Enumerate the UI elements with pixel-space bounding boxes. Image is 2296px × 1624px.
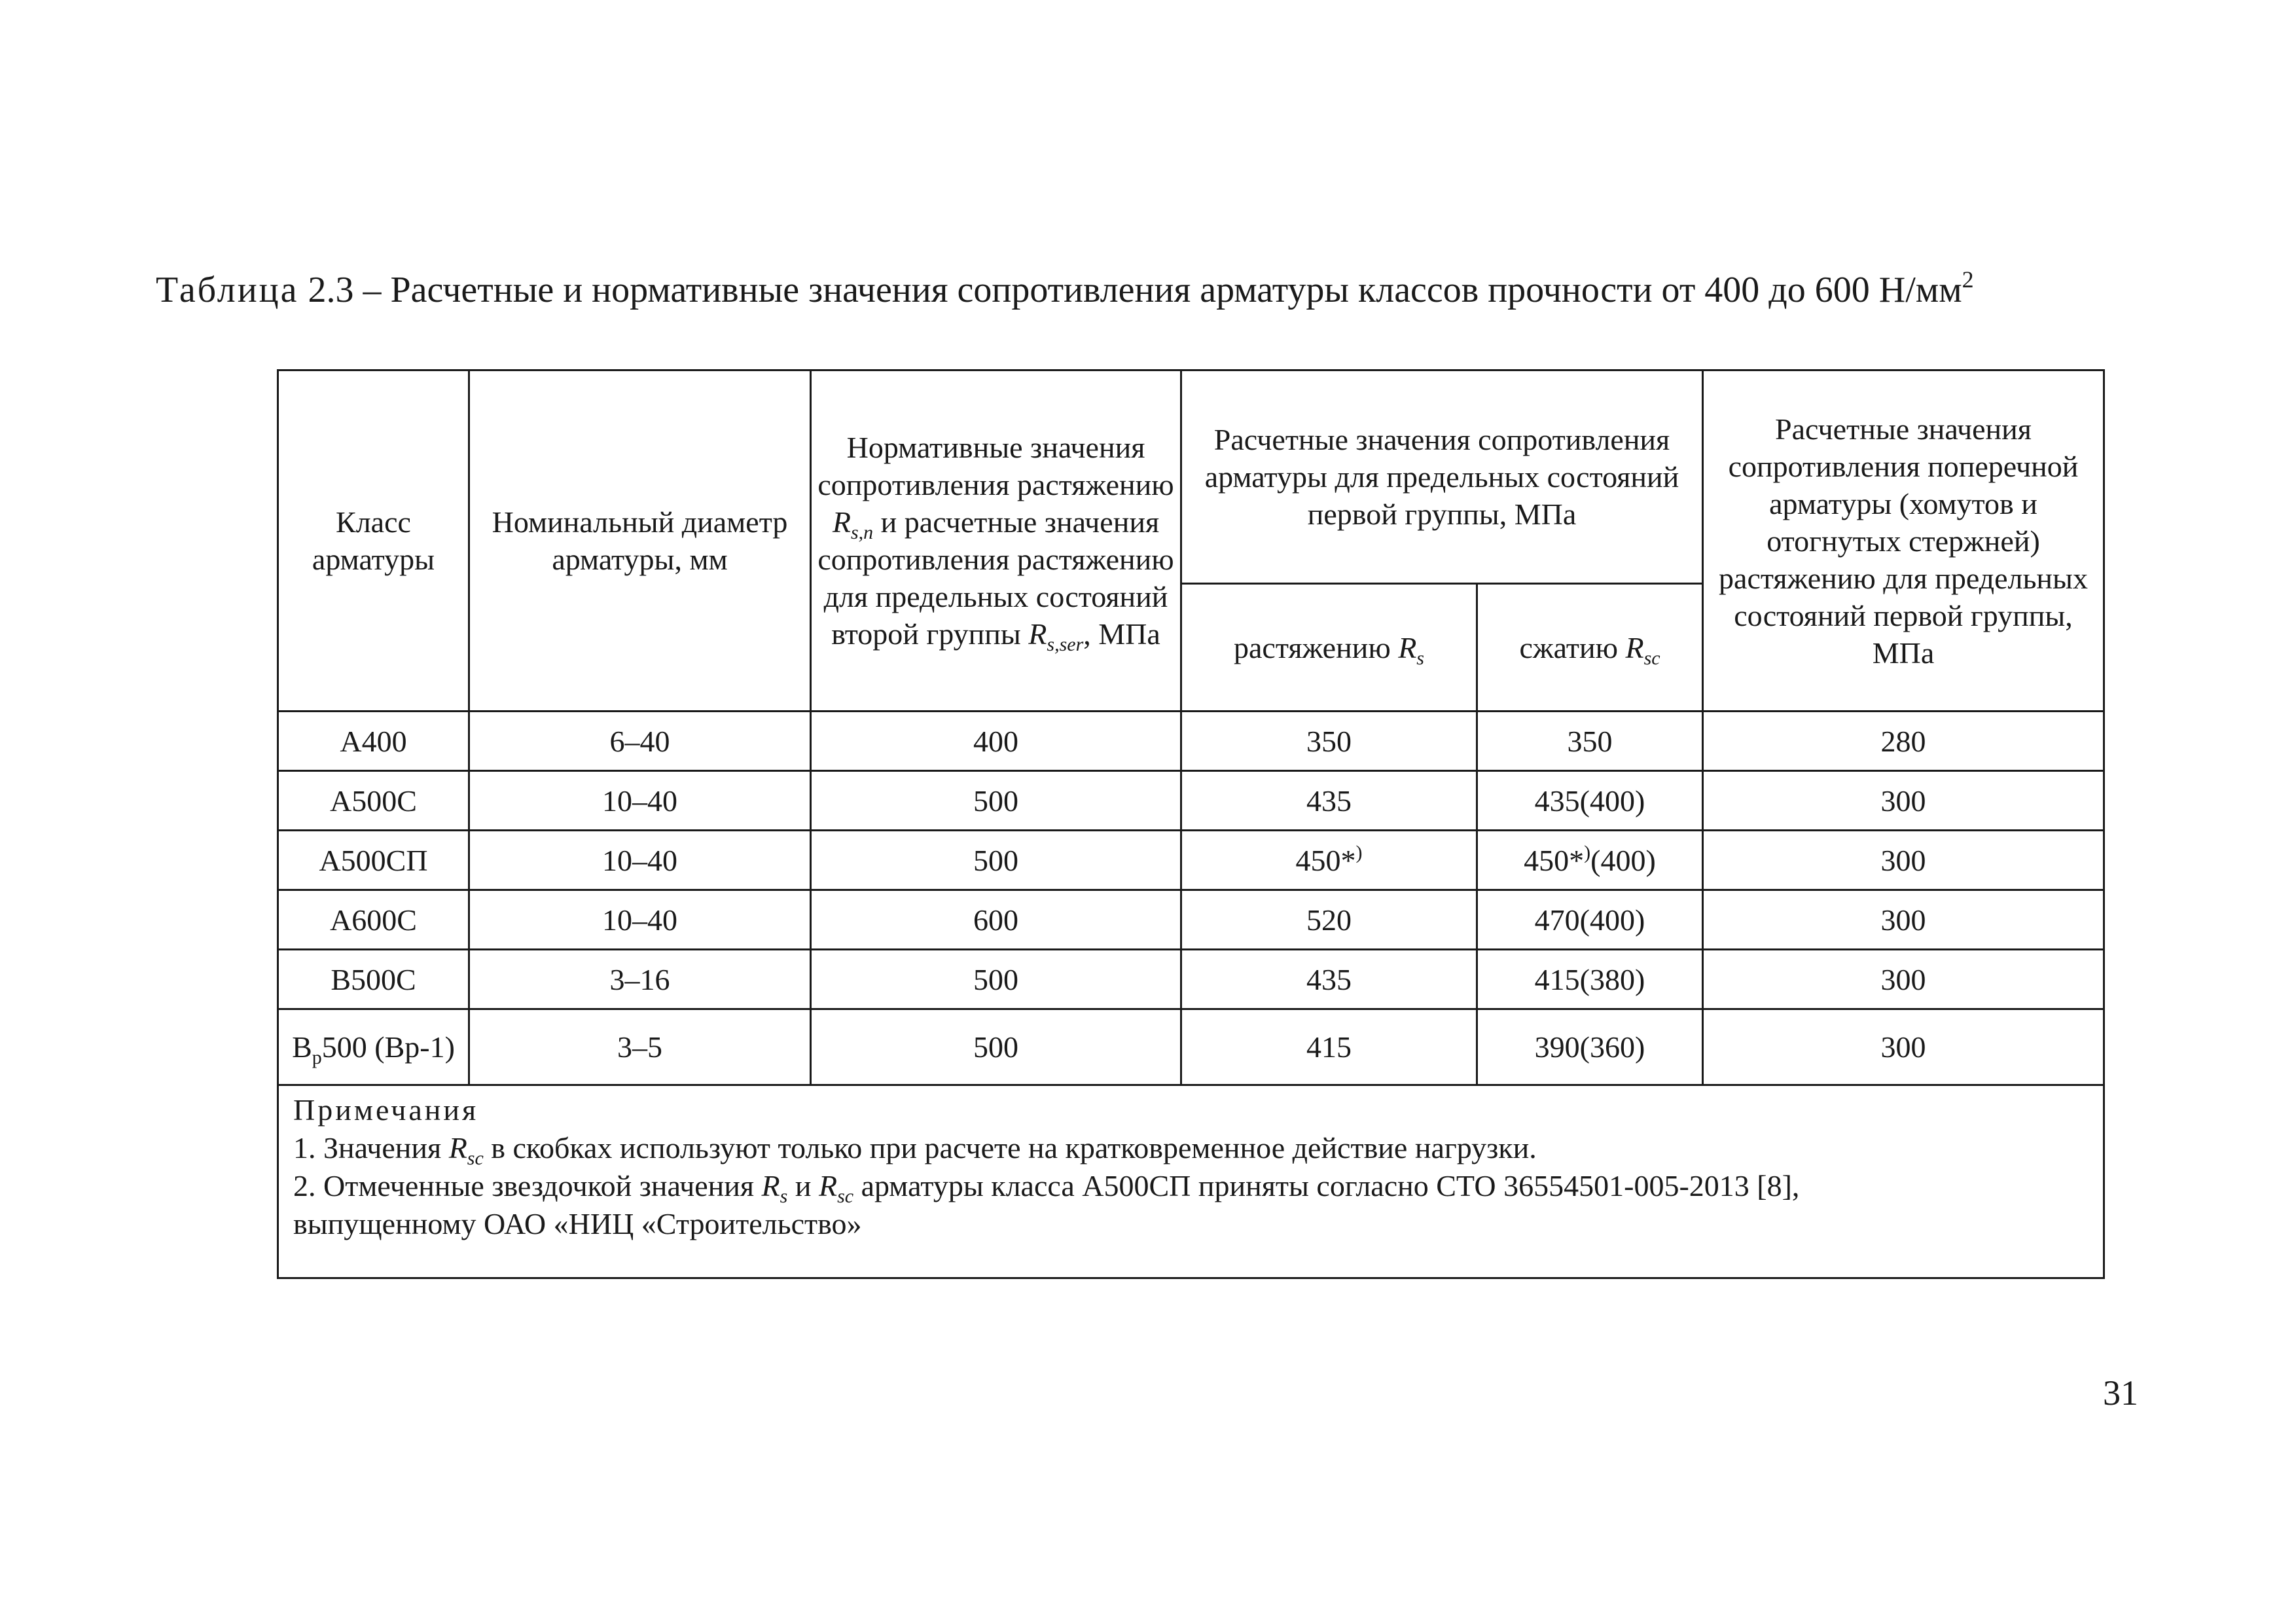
cell-diameter: 3–16 bbox=[469, 950, 811, 1009]
header-tension: растяжению $R_s$ bbox=[1181, 584, 1477, 712]
cell-tension: 520 bbox=[1181, 890, 1477, 950]
table-row bbox=[278, 950, 2104, 1009]
table-row bbox=[278, 890, 2104, 950]
table-caption bbox=[156, 267, 1974, 313]
page-number: 31 bbox=[2103, 1373, 2138, 1413]
table-row bbox=[278, 831, 2104, 890]
table-row bbox=[278, 771, 2104, 831]
header-compression: сжатию $R_{sc}$ bbox=[1477, 584, 1703, 712]
header-class: Класс арматуры bbox=[278, 370, 469, 712]
cell-normative: 400 bbox=[811, 712, 1181, 771]
cell-class: А600С bbox=[278, 890, 469, 950]
table-row bbox=[278, 1009, 2104, 1085]
cell-diameter: 6–40 bbox=[469, 712, 811, 771]
cell-compression: 350 bbox=[1477, 712, 1703, 771]
header-design-group: Расчетные значения сопротивления арматуры для предельных состояний первой группы, МПа bbox=[1181, 370, 1703, 584]
cell-transverse: 300 bbox=[1703, 890, 2104, 950]
cell-class: А500С bbox=[278, 771, 469, 831]
cell-class: В500С bbox=[278, 950, 469, 1009]
cell-transverse: 300 bbox=[1703, 771, 2104, 831]
cell-compression: 470(400) bbox=[1477, 890, 1703, 950]
cell-transverse: 300 bbox=[1703, 831, 2104, 890]
cell-normative: 500 bbox=[811, 831, 1181, 890]
cell-tension: 435 bbox=[1181, 771, 1477, 831]
cell-diameter: 3–5 bbox=[469, 1009, 811, 1085]
cell-compression: 415(380) bbox=[1477, 950, 1703, 1009]
notes-row bbox=[278, 1085, 2104, 1278]
cell-compression: 390(360) bbox=[1477, 1009, 1703, 1085]
cell-transverse: 300 bbox=[1703, 1009, 2104, 1085]
cell-normative: 500 bbox=[811, 1009, 1181, 1085]
note-2-continued: выпущенному ОАО «НИЦ «Строительство» bbox=[293, 1207, 862, 1240]
cell-diameter: 10–40 bbox=[469, 831, 811, 890]
header-diameter: Номинальный диаметр арматуры, мм bbox=[469, 370, 811, 712]
cell-transverse: 280 bbox=[1703, 712, 2104, 771]
cell-class: А400 bbox=[278, 712, 469, 771]
cell-transverse: 300 bbox=[1703, 950, 2104, 1009]
header-row-1 bbox=[278, 370, 2104, 584]
caption-label: Таблица bbox=[156, 270, 299, 310]
cell-normative: 600 bbox=[811, 890, 1181, 950]
cell-normative: 500 bbox=[811, 950, 1181, 1009]
notes-title: Примечания bbox=[293, 1093, 479, 1127]
cell-tension: 350 bbox=[1181, 712, 1477, 771]
cell-diameter: 10–40 bbox=[469, 771, 811, 831]
cell-compression: 450*)(400) bbox=[1477, 831, 1703, 890]
caption-sup: 2 bbox=[1962, 266, 1974, 293]
note-2: 2. Отмеченные звездочкой значения $R_s$ и $R_{sc}$ арматуры класса А500СП приняты согласно СТО 36554501-005-2013 [8], bbox=[293, 1169, 1800, 1207]
reinforcement-resistance-table bbox=[277, 369, 2105, 1279]
note-1: 1. Значения $R_{sc}$ в скобках используют только при расчете на кратковременное действие нагрузки. bbox=[293, 1131, 1537, 1169]
table-row bbox=[278, 712, 2104, 771]
cell-diameter: 10–40 bbox=[469, 890, 811, 950]
cell-normative: 500 bbox=[811, 771, 1181, 831]
notes-cell bbox=[278, 1085, 2104, 1278]
cell-tension: 415 bbox=[1181, 1009, 1477, 1085]
header-normative: Нормативные значения сопротивления растяжению $R_{s,n}$ и расчетные значения сопротивления растяжению для предельных состояний второй группы $R_{s,ser}$, МПа bbox=[811, 370, 1181, 712]
caption-text: 2.3 – Расчетные и нормативные значения сопротивления арматуры классов прочности от 400 до 600 Н/мм bbox=[308, 270, 1962, 310]
cell-compression: 435(400) bbox=[1477, 771, 1703, 831]
cell-tension: 435 bbox=[1181, 950, 1477, 1009]
cell-tension: 450*) bbox=[1181, 831, 1477, 890]
header-transverse: Расчетные значения сопротивления поперечной арматуры (хомутов и отогнутых стержней) растяжению для предельных состояний первой группы, МПа bbox=[1703, 370, 2104, 712]
cell-class: А500СП bbox=[278, 831, 469, 890]
cell-class: $В_р500$ (Вр-1) bbox=[278, 1009, 469, 1085]
